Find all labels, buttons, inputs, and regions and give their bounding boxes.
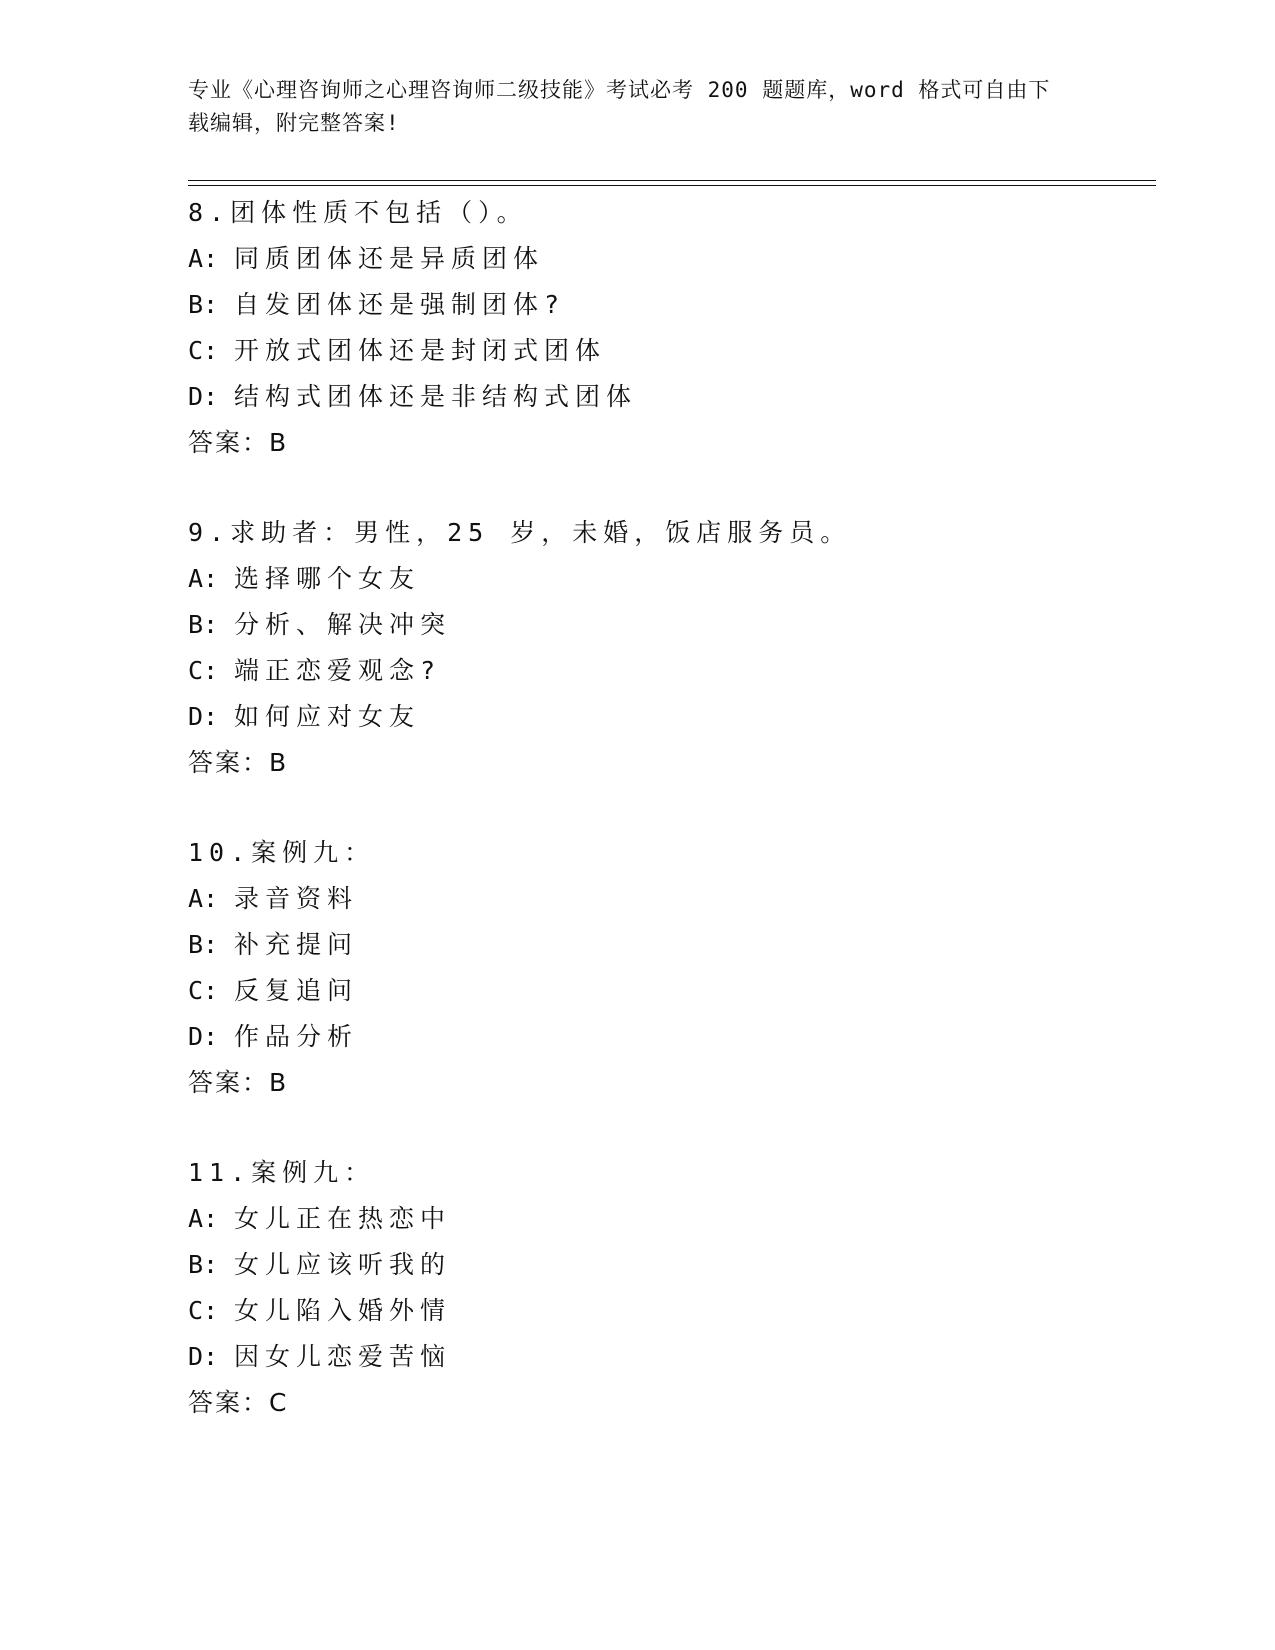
- question-item: [188, 830, 1156, 1150]
- option-d: [188, 1334, 1156, 1380]
- answer-label: 答案：B: [188, 1068, 289, 1097]
- option-text: 女儿陷入婚外情: [234, 1296, 452, 1325]
- option-b: [188, 602, 1156, 648]
- option-letter: A:: [188, 244, 219, 273]
- option-d: [188, 374, 1156, 420]
- option-c: [188, 648, 1156, 694]
- option-b: [188, 922, 1156, 968]
- option-text: 端正恋爱观念?: [234, 656, 442, 685]
- header-divider-bottom: [188, 185, 1156, 186]
- option-text: 女儿应该听我的: [234, 1250, 452, 1279]
- option-d: [188, 1014, 1156, 1060]
- question-stem: 11.案例九：: [188, 1158, 376, 1187]
- option-text: 同质团体还是异质团体: [234, 244, 545, 273]
- option-text: 因女儿恋爱苦恼: [234, 1342, 452, 1371]
- option-letter: C:: [188, 976, 219, 1005]
- option-letter: A:: [188, 884, 219, 913]
- option-letter: D:: [188, 702, 219, 731]
- document-intro: 专业《心理咨询师之心理咨询师二级技能》考试必考 200 题题库，word 格式可自由下载编辑，附完整答案!: [188, 78, 1051, 135]
- option-text: 结构式团体还是非结构式团体: [234, 382, 638, 411]
- option-letter: B:: [188, 1250, 219, 1279]
- option-b: [188, 1242, 1156, 1288]
- option-text: 开放式团体还是封闭式团体: [234, 336, 607, 365]
- option-letter: C:: [188, 336, 219, 365]
- answer-label: 答案：B: [188, 748, 289, 777]
- option-a: [188, 876, 1156, 922]
- answer-label: 答案：B: [188, 428, 289, 457]
- option-letter: D:: [188, 1342, 219, 1371]
- question-item: [188, 510, 1156, 830]
- question-stem: 10.案例九：: [188, 838, 376, 867]
- option-c: [188, 968, 1156, 1014]
- option-text: 录音资料: [234, 884, 359, 913]
- option-text: 反复追问: [234, 976, 359, 1005]
- option-letter: D:: [188, 1022, 219, 1051]
- option-text: 作品分析: [234, 1022, 359, 1051]
- option-text: 如何应对女友: [234, 702, 421, 731]
- option-a: [188, 236, 1156, 282]
- question-item: [188, 190, 1156, 510]
- option-text: 分析、解决冲突: [234, 610, 452, 639]
- option-c: [188, 328, 1156, 374]
- option-c: [188, 1288, 1156, 1334]
- option-letter: B:: [188, 930, 219, 959]
- option-letter: A:: [188, 564, 219, 593]
- question-stem: 8.团体性质不包括（）。: [188, 198, 528, 227]
- option-a: [188, 556, 1156, 602]
- option-text: 女儿正在热恋中: [234, 1204, 452, 1233]
- header-divider-top: [188, 180, 1156, 181]
- option-a: [188, 1196, 1156, 1242]
- option-letter: B:: [188, 610, 219, 639]
- option-text: 补充提问: [234, 930, 359, 959]
- option-letter: B:: [188, 290, 219, 319]
- question-item: [188, 1150, 1156, 1470]
- question-list: [188, 190, 1156, 1470]
- option-d: [188, 694, 1156, 740]
- option-letter: C:: [188, 656, 219, 685]
- option-letter: A:: [188, 1204, 219, 1233]
- option-letter: C:: [188, 1296, 219, 1325]
- option-b: [188, 282, 1156, 328]
- option-letter: D:: [188, 382, 219, 411]
- option-text: 选择哪个女友: [234, 564, 421, 593]
- option-text: 自发团体还是强制团体?: [234, 290, 566, 319]
- question-stem: 9.求助者：男性，25 岁，未婚，饭店服务员。: [188, 518, 852, 547]
- answer-label: 答案：C: [188, 1388, 289, 1417]
